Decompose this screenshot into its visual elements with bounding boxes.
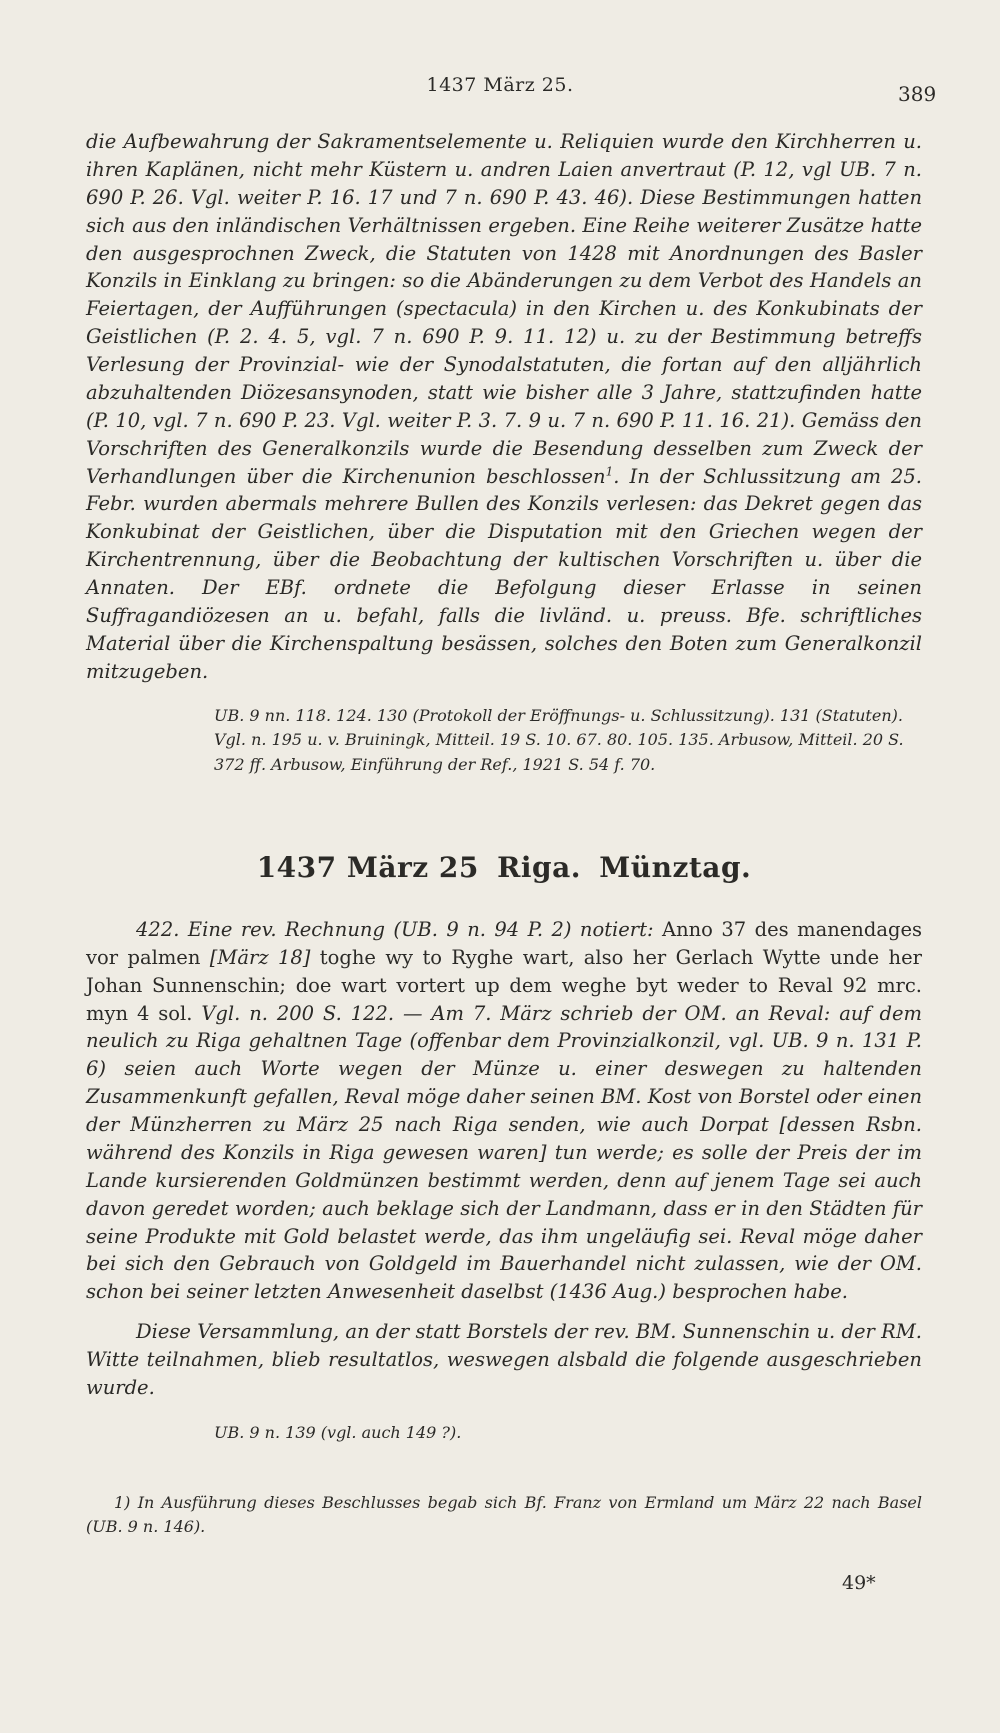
entry-quote: Anno 37 des manendages vor palmen	[86, 917, 922, 969]
paragraph-statutes-continuation: . In der Schlussitzung am 25. Febr. wurden abermals mehrere Bullen des Konzils verlesen: das Dekret gegen das Konkubinat der Geistlichen, über die Disputation mit den Griechen wegen der Kirchentrennung, über die Beobachtung der kultischen Vorschriften u. über die Annaten. Der EBf. ordnete die Befolgung dieser Erlasse in seinen Suffragandiözesen an u. befahl, falls die livländ. u. preuss. Bfe. schriftliches Material über die Kirchenspaltung besässen, solches den Boten zum Generalkonzil mitzugeben.	[86, 464, 922, 683]
entry-quote-continued: toghe wy to Ryghe wart, also her Gerlach Wytte unde her Johan Sunnenschin; doe wart vortert up dem weghe byt weder to Reval 92 mrc. myn 4 sol.	[86, 945, 922, 1025]
paragraph-assembly: Diese Versammlung, an der statt Borstels der rev. BM. Sunnenschin u. der RM. Witte teilnahmen, blieb resultatlos, weswegen alsbald die folgende ausgeschrieben wurde.	[86, 1320, 922, 1399]
entry-422	[86, 916, 922, 1306]
entry-date-bracket: [März 18]	[209, 945, 311, 969]
page-body	[86, 128, 922, 1540]
sources-note-1: UB. 9 nn. 118. 124. 130 (Protokoll der Eröffnungs- u. Schlussitzung). 131 (Statuten). Vgl. n. 195 u. v. Bruiningk, Mitteil. 19 S. 10. 67. 80. 105. 135. Arbusow, Mitteil. 20 S. 372 ff. Arbusow, Einführung der Ref., 1921 S. 54 f. 70.	[214, 705, 904, 775]
paragraph-statutes	[86, 128, 922, 686]
sources-note-2: UB. 9 n. 139 (vgl. auch 149 ?).	[214, 1422, 462, 1442]
page-number: 389	[898, 82, 937, 106]
printer-signature: 49*	[842, 1572, 876, 1594]
entry-number: 422.	[136, 917, 180, 941]
paragraph-statutes-text: die Aufbewahrung der Sakramentselemente u. Reliquien wurde den Kirchherren u. ihren Kaplänen, nicht mehr Küstern u. andren Laien anvertraut (P. 12, vgl UB. 7 n. 690 P. 26. Vgl. weiter P. 16. 17 und 7 n. 690 P. 43. 46). Diese Bestimmungen hatten sich aus den inländischen Verhältnissen ergeben. Eine Reihe weiterer Zusätze hatte den ausgesprochnen Zweck, die Statuten von 1428 mit Anordnungen des Basler Konzils in Einklang zu bringen: so die Abänderungen zu dem Verbot des Handels an Feiertagen, der Aufführungen (spectacula) in den Kirchen u. des Konkubinats der Geistlichen (P. 2. 4. 5, vgl. 7 n. 690 P. 9. 11. 12) u. zu der Bestimmung betreffs Verlesung der Provinzial- wie der Synodalstatuten, die fortan auf den alljährlich abzuhaltenden Diözesansynoden, statt wie bisher alle 3 Jahre, stattzufinden hatte (P. 10, vgl. 7 n. 690 P. 23. Vgl. weiter P. 3. 7. 9 u. 7 n. 690 P. 11. 16. 21). Gemäss den Vorschriften des Generalkonzils wurde die Besendung desselben zum Zweck der Verhandlungen über die Kirchenunion beschlossen	[86, 130, 922, 488]
footnote-marker: 1)	[114, 1492, 131, 1512]
section-heading	[86, 848, 922, 888]
entry-intro: Eine rev. Rechnung (UB. 9 n. 94 P. 2) notiert:	[187, 917, 654, 941]
entry-commentary: Vgl. n. 200 S. 122. — Am 7. März schrieb der OM. an Reval: auf dem neulich zu Riga gehaltnen Tage (offenbar dem Provinzialkonzil, vgl. UB. 9 n. 131 P. 6) seien auch Worte wegen der Münze u. einer deswegen zu haltenden Zusammenkunft gefallen, Reval möge daher seinen BM. Kost von Borstel oder einen der Münzherren zu März 25 nach Riga senden, wie auch Dorpat [dessen Rsbn. während des Konzils in Riga gewesen waren] tun werde; es solle der Preis der im Lande kursierenden Goldmünzen bestimmt werden, denn auf jenem Tage sei auch davon geredet worden; auch beklage sich der Landmann, dass er in den Städten für seine Produkte mit Gold belastet werde, das ihm ungeläufig sei. Reval möge daher bei sich den Gebrauch von Goldgeld im Bauerhandel nicht zulassen, wie der OM. schon bei seiner letzten Anwesenheit daselbst (1436 Aug.) besprochen habe.	[86, 1001, 922, 1304]
footnote-text: In Ausführung dieses Beschlusses begab sich Bf. Franz von Ermland um März 22 nach Basel (UB. 9 n. 146).	[86, 1492, 922, 1537]
footnote	[86, 1491, 922, 1541]
heading-place: Riga.	[497, 850, 582, 884]
running-header: 1437 März 25.	[426, 74, 574, 96]
heading-date: 1437 März 25	[256, 850, 479, 884]
heading-title: Münztag.	[599, 850, 752, 884]
footnote-reference[interactable]: 1	[605, 464, 614, 478]
